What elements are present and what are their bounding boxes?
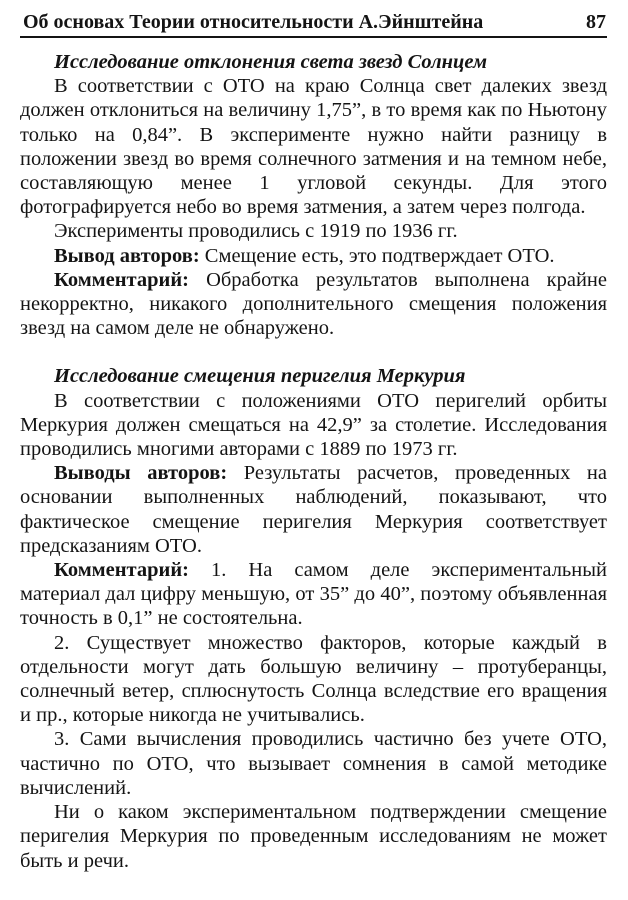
conclusion-label: Вывод авторов: bbox=[54, 244, 200, 267]
page-content bbox=[20, 50, 607, 873]
comment-text: 1. На самом деле экспериментальный материал дал цифру меньшую, от 35” до 40”, поэтому объявленная точность в 0,1” не состоятельна. bbox=[20, 559, 607, 630]
paragraph: В соответствии с положениями ОТО перигелий орбиты Меркурия должен смещаться на 42,9” за столетие. Исследования проводились многими авторами с 1889 по 1973 гг. bbox=[20, 389, 607, 461]
conclusion-text: Смещение есть, это подтверждает ОТО. bbox=[199, 244, 555, 267]
section-heading-light-deflection: Исследование отклонения света звезд Солнцем bbox=[54, 51, 488, 73]
running-title: Об основах Теории относительности А.Эйнштейна bbox=[23, 11, 484, 33]
conclusion-paragraph bbox=[20, 461, 607, 558]
paragraph: В соответствии с ОТО на краю Солнца свет далеких звезд должен отклониться на величину 1,75”, в то время как по Ньютону только на 0,84”. В эксперименте нужно найти разницу в положении звезд во время солнечного затмения и на темном небе, составляющую менее 1 угловой секунды. Для этого фотографируется небо во время затмения, а затем через полгода. bbox=[20, 75, 607, 219]
paragraph: Эксперименты проводились с 1919 по 1936 гг. bbox=[54, 220, 458, 243]
running-header bbox=[20, 10, 607, 38]
conclusion-text: Результаты расчетов, проведенных на основании выполненных наблюдений, показывают, что фактическое смещение перигелия Меркурия соответствует предсказаниям ОТО. bbox=[20, 462, 607, 557]
page-number: 87 bbox=[586, 11, 606, 33]
section-heading-mercury-perihelion: Исследование смещения перигелия Меркурия bbox=[54, 365, 466, 388]
comment-text: Обработка результатов выполнена крайне некорректно, никакого дополнительного смещения положения звезд на самом деле не обнаружено. bbox=[20, 268, 607, 340]
comment-paragraph bbox=[20, 558, 607, 631]
comment-label: Комментарий: bbox=[54, 559, 189, 582]
paragraph: Ни о каком экспериментальном подтверждении смещение перигелия Меркурия по проведенным исследованиям не может быть и речи. bbox=[20, 801, 607, 872]
conclusion-label: Выводы авторов: bbox=[54, 462, 228, 485]
conclusion-paragraph bbox=[20, 244, 607, 268]
paragraph: 3. Сами вычисления проводились частично без учете ОТО, частично по ОТО, что вызывает сомнения в самой методике вычислений. bbox=[20, 728, 607, 799]
paragraph: 2. Существует множество факторов, которые каждый в отдельности могут дать большую величину – протуберанцы, солнечный ветер, сплюснутость Солнца вследствие его вращения и пр., которые никогда не учитывались. bbox=[20, 631, 607, 727]
comment-label: Комментарий: bbox=[54, 268, 189, 291]
comment-paragraph bbox=[20, 268, 607, 341]
